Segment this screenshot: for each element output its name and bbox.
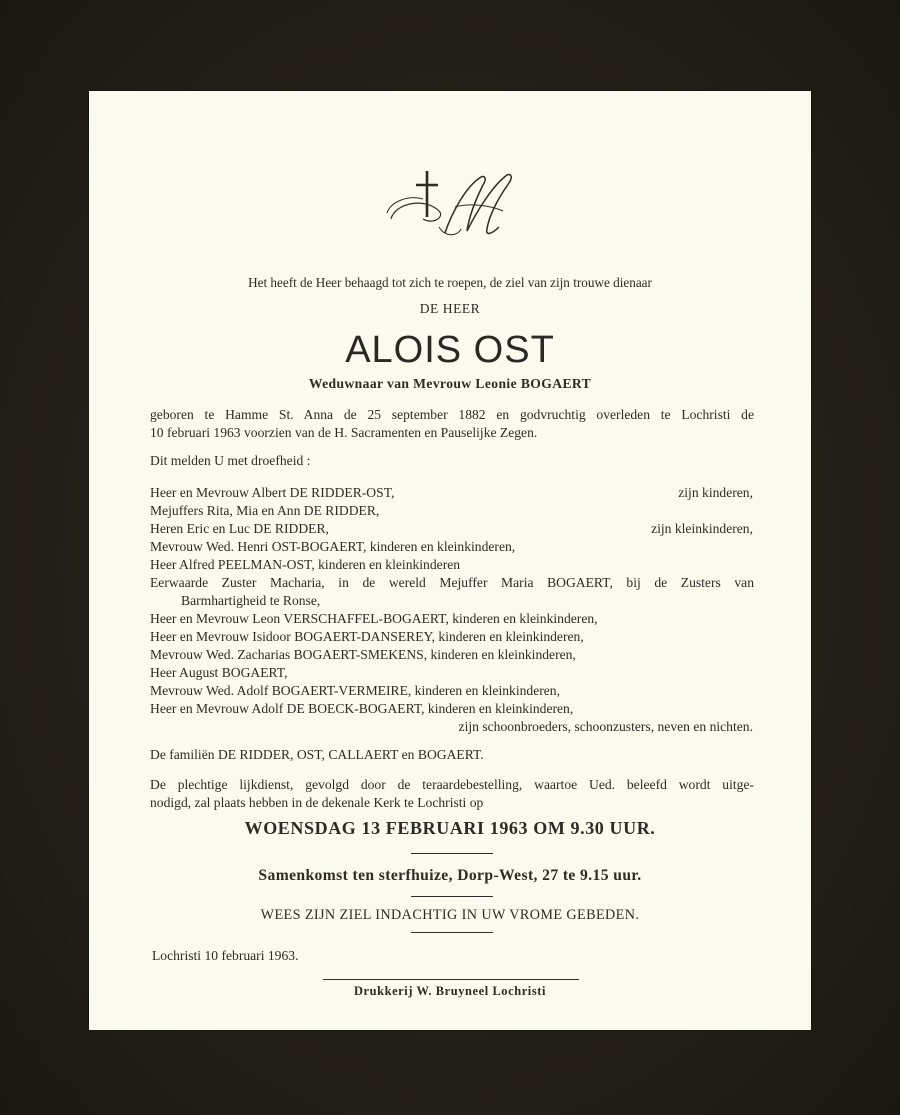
mourner-relation: zijn kinderen, <box>678 485 753 500</box>
deceased-name: ALOIS OST <box>345 329 555 371</box>
mourner-relation: zijn kleinkinderen, <box>651 521 753 536</box>
mourner-line: Heer en Mevrouw Isidoor BOGAERT-DANSEREY, kinderen en kleinkinderen, <box>150 629 584 644</box>
mourner-line: Mevrouw Wed. Zacharias BOGAERT-SMEKENS, kinderen en kleinkinderen, <box>150 647 576 662</box>
divider <box>411 932 493 933</box>
birth-text-line-1: geboren te Hamme St. Anna de 25 september 1882 en godvruchtig overleden te Lochristi de <box>150 407 754 422</box>
widower-line: Weduwnaar van Mevrouw Leonie BOGAERT <box>308 376 592 391</box>
prayer-line: WEES ZIJN ZIEL INDACHTIG IN UW VROME GEBEDEN. <box>260 907 640 923</box>
divider <box>411 896 493 897</box>
funeral-text-line-1: De plechtige lijkdienst, gevolgd door de teraardebestelling, waartoe Ued. beleefd wordt uitge- <box>150 777 754 792</box>
gathering-line: Samenkomst ten sterfhuize, Dorp-West, 27 te 9.15 uur. <box>258 867 642 884</box>
printer-divider <box>323 979 579 980</box>
cross-monogram-icon <box>385 167 521 239</box>
mourner-line: Mevrouw Wed. Adolf BOGAERT-VERMEIRE, kinderen en kleinkinderen, <box>150 683 560 698</box>
printer-credit: Drukkerij W. Bruyneel Lochristi <box>353 984 547 998</box>
mourner-line: Heer Alfred PEELMAN-OST, kinderen en kleinkinderen <box>150 557 461 572</box>
birth-text-line-2: 10 februari 1963 voorzien van de H. Sacramenten en Pauselijke Zegen. <box>150 425 538 440</box>
announce-text: Dit melden U met droefheid : <box>150 453 311 468</box>
intro-text: Het heeft de Heer behaagd tot zich te roepen, de ziel van zijn trouwe dienaar <box>248 275 652 290</box>
mourner-line: Eerwaarde Zuster Macharia, in de wereld Mejuffer Maria BOGAERT, bij de Zusters van <box>150 575 754 590</box>
mourner-line: Mevrouw Wed. Henri OST-BOGAERT, kinderen en kleinkinderen, <box>150 539 516 554</box>
mourner-line: Mejuffers Rita, Mia en Ann DE RIDDER, <box>150 503 380 518</box>
divider <box>411 853 493 854</box>
funeral-date: WOENSDAG 13 FEBRUARI 1963 OM 9.30 UUR. <box>244 818 656 838</box>
mourner-line: Barmhartigheid te Ronse, <box>181 593 321 608</box>
mourner-line: Heer en Mevrouw Albert DE RIDDER-OST, <box>150 485 395 500</box>
mourner-line: Heer en Mevrouw Leon VERSCHAFFEL-BOGAERT, kinderen en kleinkinderen, <box>150 611 598 626</box>
funeral-card <box>89 91 811 1030</box>
mourner-line: Heer en Mevrouw Adolf DE BOECK-BOGAERT, kinderen en kleinkinderen, <box>150 701 574 716</box>
mourner-line: Heren Eric en Luc DE RIDDER, <box>150 521 329 536</box>
place-date: Lochristi 10 februari 1963. <box>152 948 299 963</box>
families-line: De familiën DE RIDDER, OST, CALLAERT en BOGAERT. <box>150 747 484 762</box>
title-prefix: DE HEER <box>419 301 481 316</box>
mourner-line: Heer August BOGAERT, <box>150 665 288 680</box>
funeral-text-line-2: nodigd, zal plaats hebben in de dekenale Kerk te Lochristi op <box>150 795 484 810</box>
mourner-relation: zijn schoonbroeders, schoonzusters, neven en nichten. <box>458 719 753 734</box>
